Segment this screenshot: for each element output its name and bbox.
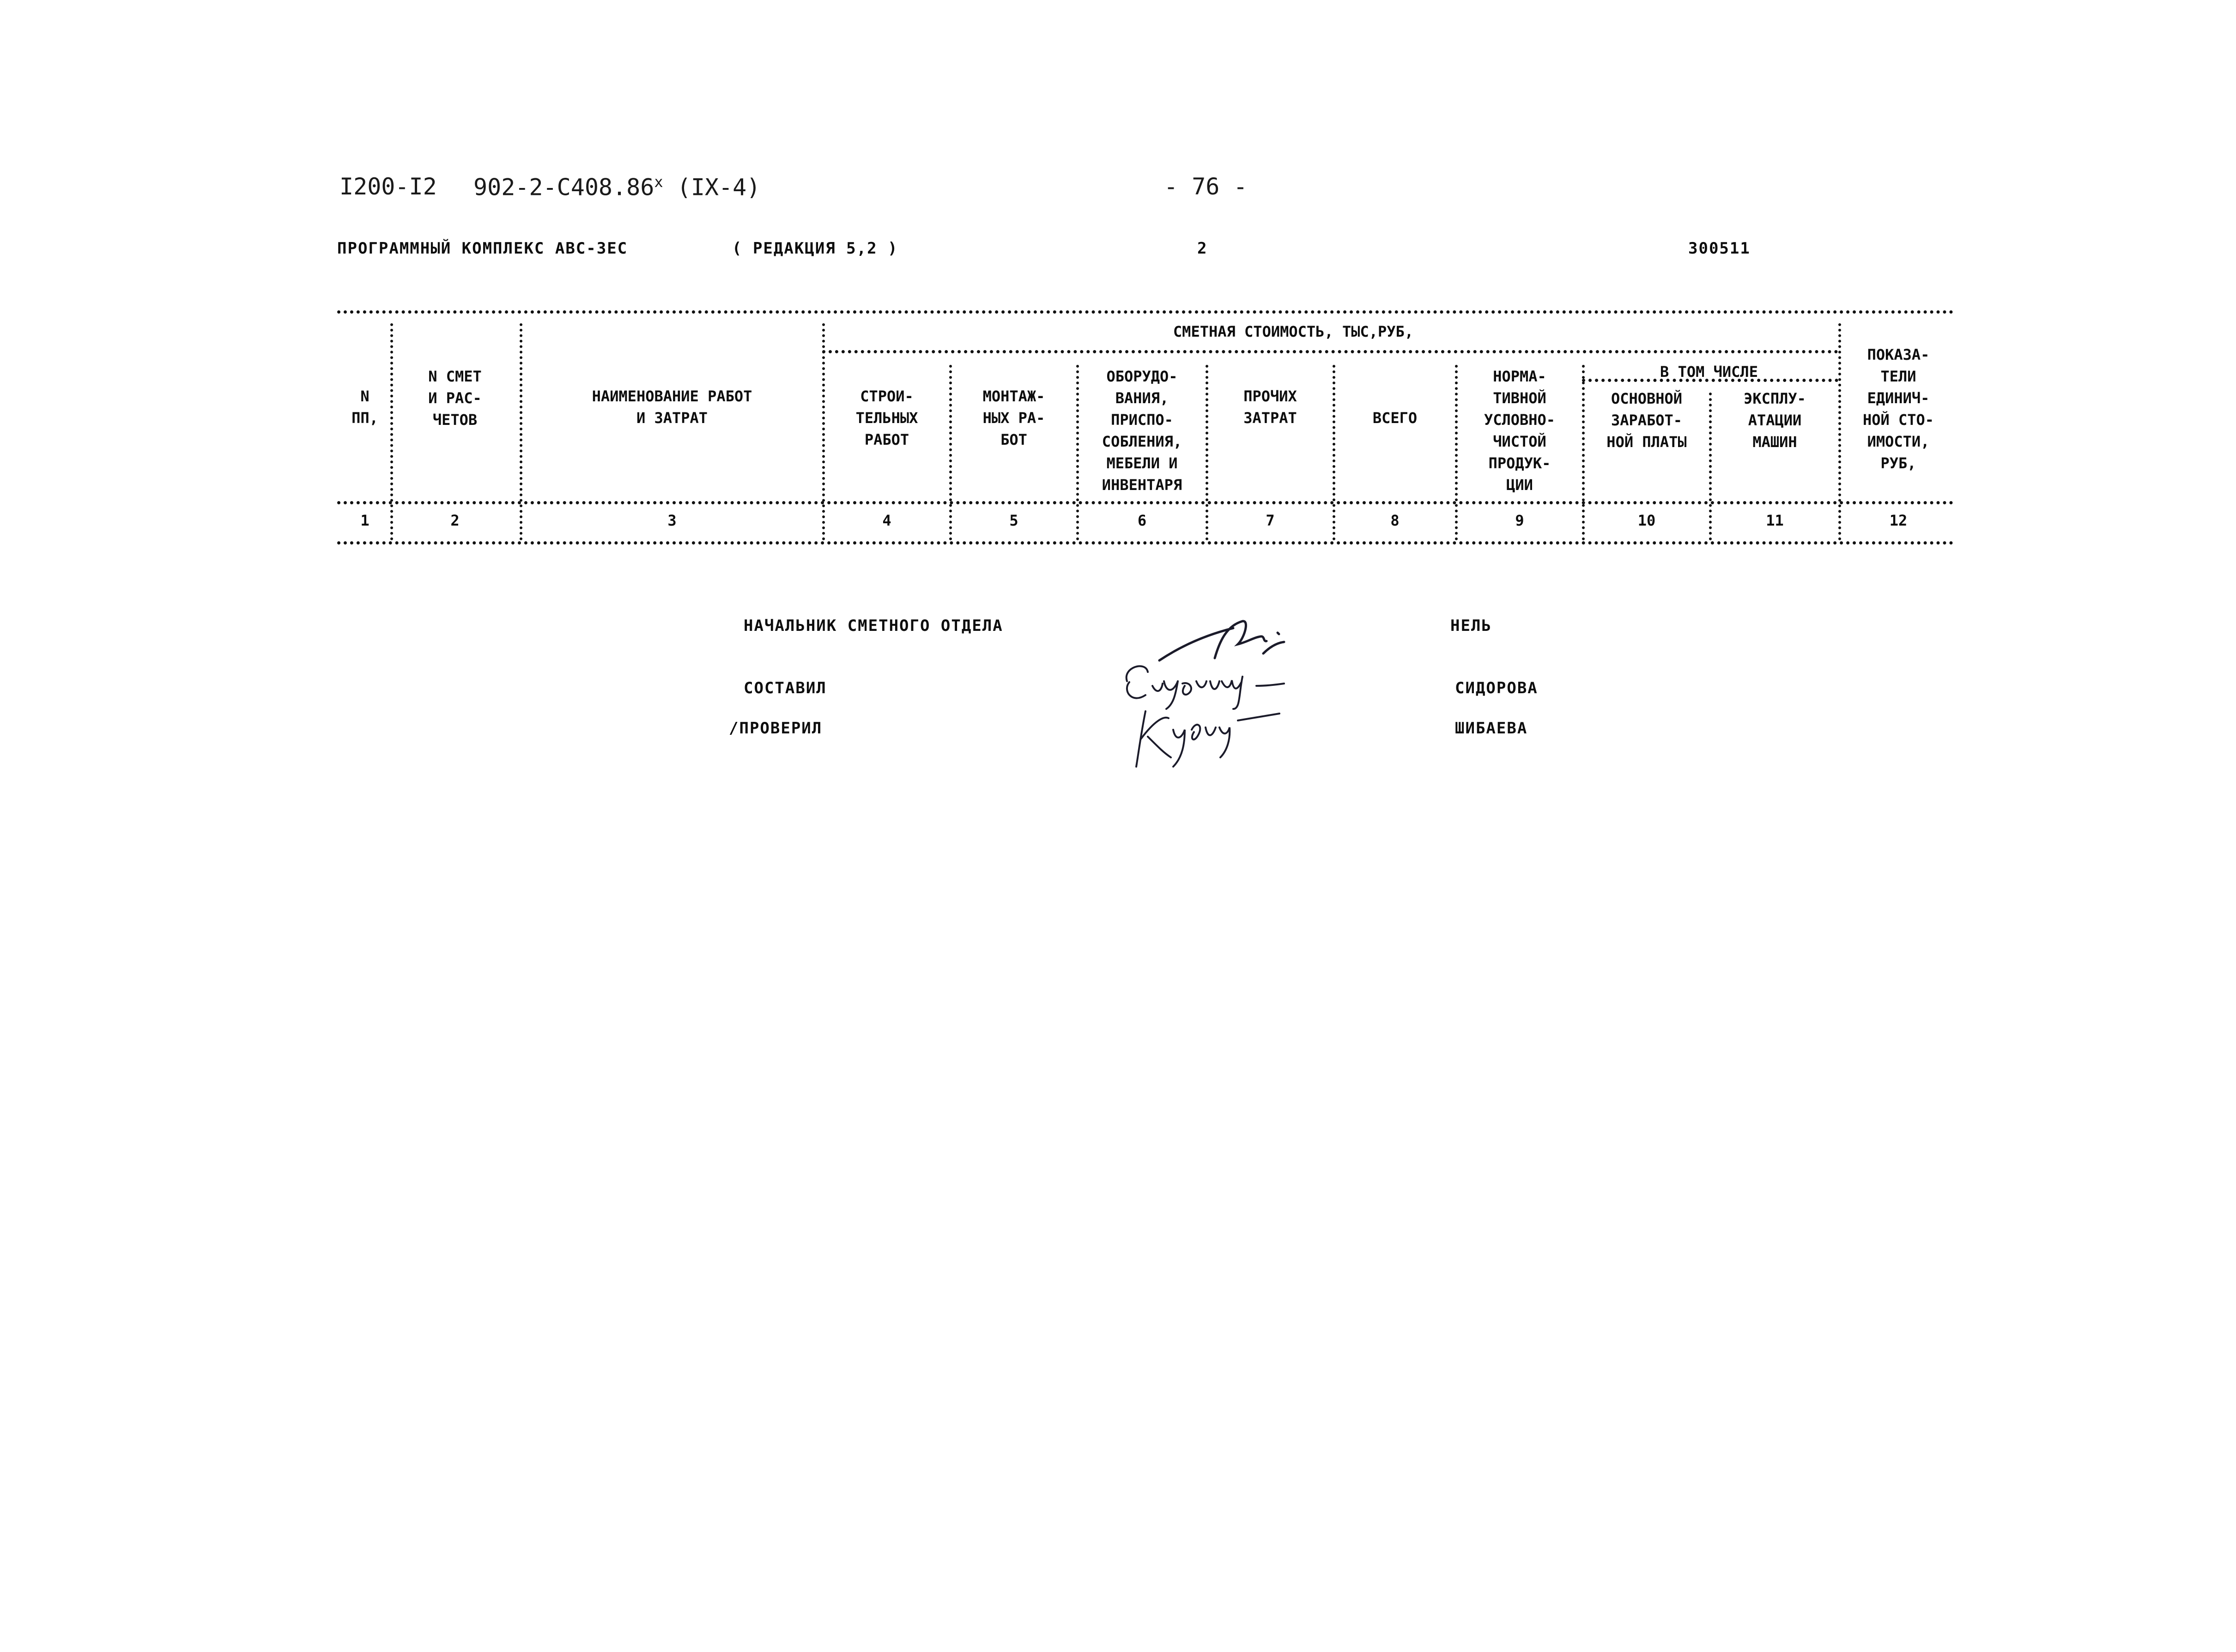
column-header: ЭКСПЛУ- АТАЦИИ МАШИН (1744, 390, 1806, 451)
column-header: МОНТАЖ- НЫХ РА- БОТ (982, 387, 1045, 448)
column-divider (1076, 365, 1079, 540)
table-top-rule (337, 310, 1954, 314)
column-number: 6 (1137, 512, 1147, 529)
program-sheet: 2 (1197, 239, 1208, 258)
subgroup-header: В ТОМ ЧИСЛЕ (1660, 363, 1758, 381)
column-divider (1206, 365, 1208, 540)
column-divider (390, 323, 393, 540)
project-code-suffix: x (654, 173, 663, 191)
column-header: НАИМЕНОВАНИЕ РАБОТ И ЗАТРАТ (592, 387, 752, 427)
column-header: ВСЕГО (1372, 409, 1418, 427)
program-code: 300511 (1688, 239, 1751, 258)
project-code (473, 173, 760, 201)
column-number: 4 (882, 512, 891, 529)
column-number: 10 (1637, 512, 1656, 529)
column-number: 1 (360, 512, 370, 529)
column-divider (1333, 365, 1335, 540)
signature-role: СОСТАВИЛ (744, 679, 827, 697)
column-number: 8 (1390, 512, 1400, 529)
handwritten-signature-checker (1127, 702, 1284, 771)
column-number: 11 (1766, 512, 1784, 529)
column-number: 5 (1009, 512, 1018, 529)
column-number: 12 (1889, 512, 1908, 529)
column-header: N СМЕТ И РАС- ЧЕТОВ (428, 368, 482, 429)
column-header: СТРОИ- ТЕЛЬНЫХ РАБОТ (855, 387, 918, 448)
column-number: 7 (1266, 512, 1275, 529)
column-number: 3 (667, 512, 677, 529)
signature-role: НАЧАЛЬНИК СМЕТНОГО ОТДЕЛА (744, 617, 1003, 635)
column-header: N ПП, (351, 387, 378, 427)
group-header-rule (822, 350, 1838, 353)
sheet-code: I200-I2 (339, 173, 437, 200)
column-header: ОБОРУДО- ВАНИЯ, ПРИСПО- СОБЛЕНИЯ, МЕБЕЛИ И ИНВЕНТАРЯ (1102, 368, 1182, 494)
signature-name: СИДОРОВА (1455, 679, 1538, 697)
check-mark-icon: / (729, 719, 739, 738)
signature-role-text: ПРОВЕРИЛ (739, 719, 823, 738)
group-header: СМЕТНАЯ СТОИМОСТЬ, ТЫС,РУБ, (1173, 323, 1414, 340)
program-name: ПРОГРАММНЫЙ КОМПЛЕКС АВС-3ЕС (337, 239, 628, 258)
column-divider (520, 323, 522, 540)
page-number: - 76 - (1164, 173, 1248, 200)
project-code-part: (IX-4) (677, 174, 761, 201)
column-number: 9 (1515, 512, 1524, 529)
program-edition: ( РЕДАКЦИЯ 5,2 ) (732, 239, 898, 258)
signature-name: НЕЛЬ (1450, 617, 1492, 635)
column-divider (1582, 365, 1585, 540)
column-divider (1455, 365, 1458, 540)
column-divider (822, 323, 825, 540)
column-divider (1709, 393, 1712, 540)
column-header: ОСНОВНОЙ ЗАРАБОТ- НОЙ ПЛАТЫ (1606, 390, 1687, 451)
column-header: НОРМА- ТИВНОЙ УСЛОВНО- ЧИСТОЙ ПРОДУК- ЦИИ (1484, 368, 1556, 494)
column-header: ПОКАЗА- ТЕЛИ ЕДИНИЧ- НОЙ СТО- ИМОСТИ, РУБ, (1862, 346, 1934, 472)
column-divider (1838, 323, 1841, 540)
column-divider (949, 365, 952, 540)
signature-name: ШИБАЕВА (1455, 719, 1528, 738)
column-number: 2 (450, 512, 460, 529)
table-bottom-rule (337, 541, 1954, 545)
signature-role (729, 719, 822, 738)
project-code-main: 902-2-С408.86 (473, 174, 654, 201)
column-header: ПРОЧИХ ЗАТРАТ (1243, 387, 1297, 427)
